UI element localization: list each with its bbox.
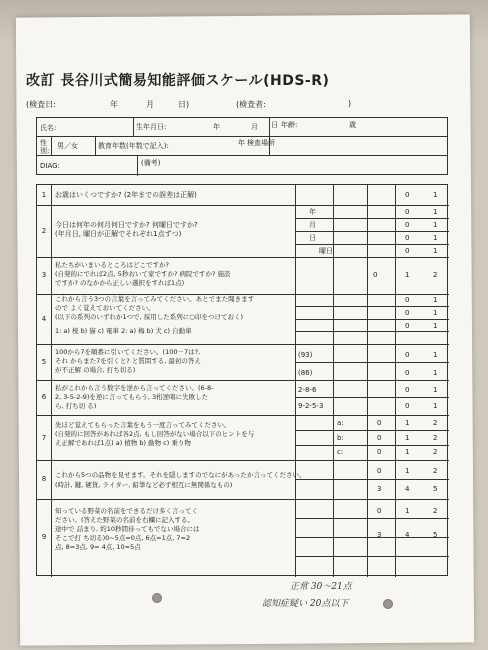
score-2: 2 xyxy=(433,467,438,475)
item-9-text: そこで打 ち切る)0~5点=0点, 6点=1点, 7=2 xyxy=(55,534,191,542)
score-1: 1 xyxy=(405,434,410,442)
item-3-number: 3 xyxy=(41,271,47,279)
birth-month-label: 月 xyxy=(251,123,258,131)
score-1: 1 xyxy=(433,221,438,229)
score-2: 2 xyxy=(433,448,438,456)
birth-day-label: 日 xyxy=(271,121,278,129)
score-1: 1 xyxy=(405,507,410,515)
score-2: 2 xyxy=(433,271,438,279)
score-1: 1 xyxy=(405,467,410,475)
item-9-number: 9 xyxy=(41,533,47,541)
diag-label: DIAG: xyxy=(40,162,60,170)
score-0: 0 xyxy=(405,386,410,394)
score-1: 1 xyxy=(433,191,438,199)
punch-hole-left xyxy=(152,593,162,603)
education-label: 教育年数(年数で記入): xyxy=(98,142,169,150)
score-0: 0 xyxy=(405,208,410,216)
item-4-text: 1: a) 桜 b) 猫 c) 電車 2: a) 梅 b) 犬 c) 自動車 xyxy=(55,327,192,335)
note-label: (備考) xyxy=(141,159,161,167)
score-1: 1 xyxy=(405,271,410,279)
item-5-sub: (86) xyxy=(298,369,313,377)
score-2: 2 xyxy=(433,434,438,442)
score-1: 1 xyxy=(433,369,438,377)
item-5-text: が不正解 の場合, 打ち切る) xyxy=(55,366,136,374)
item-5-text: それ からまた7を引くと? と質問する, 最初の答え xyxy=(55,357,201,365)
item-2-text: (年月日, 曜日が正解でそれぞれ1点ずつ) xyxy=(55,230,182,238)
item-9-text: 途中で 詰まり, 約10秒間待ってもでない場合には xyxy=(55,525,200,533)
item-2-sub: 曜日 xyxy=(319,247,333,255)
item-6-sub: 2-8-6 xyxy=(298,386,317,394)
item-4-number: 4 xyxy=(41,315,47,323)
item-4-text: (以下の系列のいずれか1つで, 採用した系列に○印をつけておく) xyxy=(55,313,244,321)
age-unit: 歳 xyxy=(349,121,356,129)
score-3: 3 xyxy=(377,485,382,493)
item-7-text: 先ほど覚えてもらった言葉をもう一度言ってみてください。 xyxy=(55,421,231,429)
score-0: 0 xyxy=(373,271,378,279)
score-0: 0 xyxy=(405,309,410,317)
score-5: 5 xyxy=(433,531,438,539)
sex-options: 男／女 xyxy=(57,142,78,150)
handwritten-note-normal: 正常 30〜21点 xyxy=(290,582,352,592)
score-0: 0 xyxy=(405,191,410,199)
score-0: 0 xyxy=(377,448,382,456)
handwritten-note-dementia: 認知症疑い 20点以下 xyxy=(262,599,349,609)
score-1: 1 xyxy=(433,296,438,304)
score-0: 0 xyxy=(405,247,410,255)
score-0: 0 xyxy=(405,351,410,359)
item-6-text: 2, 3-5-2-9)を逆に言ってもらう, 3桁逆唱に失敗した xyxy=(55,393,209,401)
sex-label-2: 別: xyxy=(40,147,50,155)
form-title: 改訂 長谷川式簡易知能評価スケール(HDS-R) xyxy=(26,73,330,89)
examiner-label: (検査者: xyxy=(236,100,266,109)
item-3-text: 私たちがいまいるところはどこですか? xyxy=(55,261,169,269)
item-4-text: ので よく覚えておいてください。 xyxy=(55,304,155,312)
score-1: 1 xyxy=(433,208,438,216)
item-7-text: え正解であれば1点) a) 植物 b) 動物 c) 乗り物 xyxy=(55,439,191,447)
sex-label: 性 xyxy=(40,139,47,147)
score-0: 0 xyxy=(405,402,410,410)
item-5-number: 5 xyxy=(41,358,47,366)
item-9-text: ださい。(答えた野菜の名前を右欄に記入する。 xyxy=(55,516,195,524)
age-label: 年齢: xyxy=(281,121,298,129)
patient-info-table xyxy=(36,117,448,175)
item-2-number: 2 xyxy=(41,227,47,235)
item-8-number: 8 xyxy=(41,475,47,483)
exam-day-label: 日) xyxy=(178,100,190,109)
score-0: 0 xyxy=(405,322,410,330)
item-2-sub: 年 xyxy=(309,208,316,216)
punch-hole-right xyxy=(383,599,393,609)
item-7-number: 7 xyxy=(41,434,47,442)
score-5: 5 xyxy=(433,485,438,493)
exam-date-label: (検査日: xyxy=(26,100,56,109)
item-7-sub-c: c: xyxy=(337,448,344,456)
score-1: 1 xyxy=(433,322,438,330)
score-1: 1 xyxy=(433,386,438,394)
item-2-sub: 日 xyxy=(309,234,316,242)
score-4: 4 xyxy=(405,531,410,539)
score-0: 0 xyxy=(405,369,410,377)
score-2: 2 xyxy=(433,419,438,427)
score-1: 1 xyxy=(433,247,438,255)
birthdate-label: 生年月日: xyxy=(136,123,167,131)
score-0: 0 xyxy=(405,234,410,242)
item-6-text: 私がこれから言う数字を逆から言ってください。(6-8- xyxy=(55,384,214,392)
score-4: 4 xyxy=(405,485,410,493)
item-2-text: 今日は何年の何月何日ですか? 何曜日ですか? xyxy=(55,221,198,229)
birth-year-label: 年 xyxy=(213,123,220,131)
score-0: 0 xyxy=(405,296,410,304)
score-1: 1 xyxy=(405,419,410,427)
item-4-text: これから言う3つの言葉を言ってみてください。あとでまた聞きます xyxy=(55,295,255,303)
score-0: 0 xyxy=(405,221,410,229)
score-3: 3 xyxy=(377,531,382,539)
item-6-sub: 9-2-5-3 xyxy=(298,402,324,410)
item-1-text: お歳はいくつですか? (2年までの誤差は正解) xyxy=(55,191,197,199)
name-label: 氏名: xyxy=(40,124,57,132)
item-9-text: 点, 8=3点, 9= 4点, 10=5点 xyxy=(55,543,141,551)
score-0: 0 xyxy=(377,467,382,475)
score-0: 0 xyxy=(377,419,382,427)
score-1: 1 xyxy=(433,234,438,242)
item-2-sub: 月 xyxy=(309,221,316,229)
item-7-sub-b: b: xyxy=(337,434,344,442)
exam-year-label: 年 xyxy=(110,100,118,109)
score-1: 1 xyxy=(433,402,438,410)
score-1: 1 xyxy=(433,309,438,317)
exam-month-label: 月 xyxy=(146,100,154,109)
item-7-sub-a: a: xyxy=(337,419,344,427)
item-6-number: 6 xyxy=(41,393,47,401)
score-0: 0 xyxy=(377,507,382,515)
item-3-text: ですか? のなかから正しい選択をすれば1点) xyxy=(55,279,185,287)
item-9-text: 知っている野菜の名前をできるだけ多く言ってく xyxy=(55,507,198,515)
examiner-close: ) xyxy=(348,99,352,108)
item-6-text: ら, 打ち切 る) xyxy=(55,402,97,410)
item-1-number: 1 xyxy=(41,191,47,199)
exam-place-label: 検査場所 xyxy=(247,139,275,147)
score-0: 0 xyxy=(377,434,382,442)
score-1: 1 xyxy=(405,448,410,456)
score-2: 2 xyxy=(433,507,438,515)
item-5-sub: (93) xyxy=(298,351,313,359)
score-1: 1 xyxy=(433,351,438,359)
item-8-text: (時計, 鍵, 硬貨, ライター, 鉛筆など必ず相互に無関係なもの) xyxy=(55,481,233,489)
question-table xyxy=(36,184,448,576)
education-unit: 年 xyxy=(238,139,245,147)
item-5-text: 100から7を順番に引いてください。(100－7は?, xyxy=(55,348,201,356)
item-8-text: これから5つの品物を見せます。それを隠しますのでなにがあったか言ってください。 xyxy=(55,471,306,479)
item-7-text: (自発的に回答があれば各2点, もし回答がない場合以下のヒントを与 xyxy=(55,430,255,438)
item-3-text: (自発的にでれば2点, 5秒おいて家ですか? 病院ですか? 施設 xyxy=(55,270,231,278)
